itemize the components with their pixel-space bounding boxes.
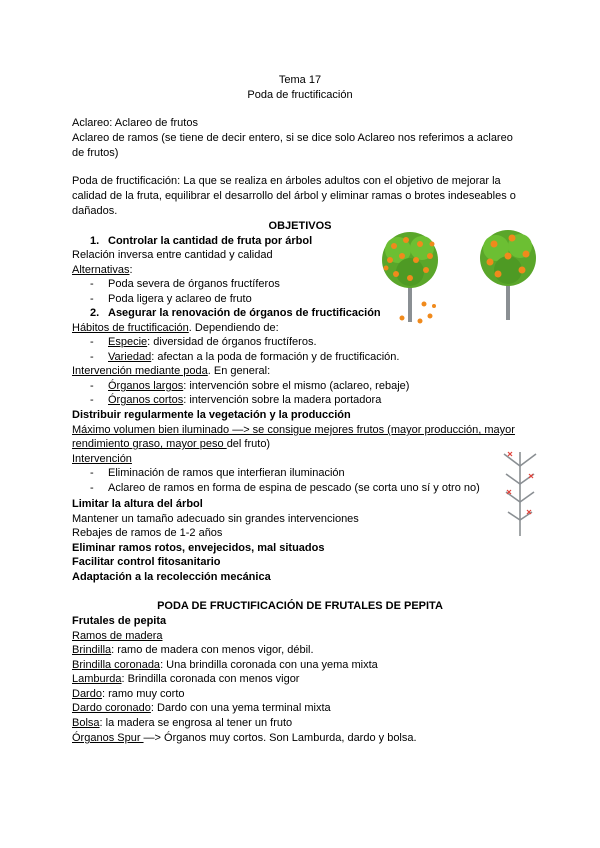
organos-cortos-rest: : intervención sobre la madera portadora	[183, 394, 382, 406]
bolsa-term: Bolsa	[72, 717, 100, 729]
mantener-line: Mantener un tamaño adecuado sin grandes intervenciones	[72, 513, 359, 525]
bolsa-def: : la madera se engrosa al tener un fruto	[99, 717, 293, 729]
organos-largos-rest: : intervención sobre el mismo (aclareo, rebaje)	[183, 380, 410, 392]
bullet-dash: -	[90, 278, 94, 290]
tema-number: Tema 17	[278, 74, 322, 86]
alternativas-label: Alternativas	[72, 264, 130, 276]
intervencion-2: Aclareo de ramos en forma de espina de pescado (se corta uno sí y otro no)	[108, 482, 480, 494]
organos-spur-term: Órganos Spur	[72, 732, 144, 744]
maximo-line-1: Máximo volumen bien iluminado —> se consigue mejores frutos (mayor producción, mayor	[72, 424, 515, 436]
maximo-line-2	[72, 437, 270, 451]
intervencion-label: Intervención	[72, 453, 132, 465]
brindilla-line	[72, 643, 314, 657]
brindilla-def: : ramo de madera con menos vigor, débil.	[111, 644, 314, 656]
definition-line-2: calidad de la fruta, equilibrar el desarrollo del árbol y eliminar ramas o brotes indeseables o	[72, 190, 516, 202]
habitos-line	[72, 321, 279, 335]
pepita-heading: PODA DE FRUCTIFICACIÓN DE FRUTALES DE PEPITA	[157, 600, 443, 612]
branch-diagram-icon	[504, 452, 536, 536]
objective-1: Controlar la cantidad de fruta por árbol	[108, 235, 313, 247]
variedad-line	[108, 350, 399, 364]
intervencion-poda-rest: . En general:	[207, 365, 271, 377]
maximo-line-2-rest: del fruto)	[226, 438, 271, 450]
adaptacion-heading: Adaptación a la recolección mecánica	[72, 571, 271, 583]
bullet-dash: -	[90, 467, 94, 479]
tree-unpruned-icon	[382, 232, 438, 324]
brindilla-coronada-term: Brindilla coronada	[72, 659, 161, 671]
definition-line-1: Poda de fructificación: La que se realiza en árboles adultos con el objetivo de mejorar la	[72, 175, 501, 187]
lamburda-line	[72, 672, 299, 686]
intervencion-poda-label: Intervención mediante poda	[72, 365, 208, 377]
bullet-dash: -	[90, 482, 94, 494]
especie-line	[108, 335, 317, 349]
variedad-label: Variedad	[108, 351, 152, 363]
fishbone-branch-illustration	[494, 448, 546, 538]
aclareo-line: Aclareo: Aclareo de frutos	[72, 117, 198, 129]
aclareo-ramos-line-1: Aclareo de ramos (se tiene de decir entero, si se dice solo Aclareo nos referimos a aclareo	[72, 132, 513, 144]
organos-cortos-label: Órganos cortos	[108, 394, 184, 406]
aclareo-ramos-line-2: de frutos)	[72, 147, 119, 159]
alternative-2: Poda ligera y aclareo de fruto	[108, 293, 252, 305]
bullet-dash: -	[90, 380, 94, 392]
variedad-rest: : afectan a la poda de formación y de fructificación.	[151, 351, 400, 363]
limitar-heading: Limitar la altura del árbol	[72, 498, 203, 510]
brindilla-coronada-line	[72, 658, 378, 672]
distribuir-heading: Distribuir regularmente la vegetación y la producción	[72, 409, 351, 421]
maximo-line-2-underlined: rendimiento graso, mayor peso	[72, 438, 227, 450]
habitos-rest: . Dependiendo de:	[188, 322, 279, 334]
bullet-dash: -	[90, 394, 94, 406]
brindilla-coronada-def: : Una brindilla coronada con una yema mixta	[160, 659, 378, 671]
dardo-coronado-line	[72, 701, 331, 715]
eliminar-heading: Eliminar ramos rotos, envejecidos, mal situados	[72, 542, 325, 554]
relacion-line: Relación inversa entre cantidad y calidad	[72, 249, 273, 261]
habitos-label: Hábitos de fructificación	[72, 322, 189, 334]
ramos-madera-label: Ramos de madera	[72, 630, 163, 642]
alternativas-line	[72, 263, 133, 277]
objetivos-heading: OBJETIVOS	[268, 220, 332, 232]
organos-cortos-line	[108, 393, 381, 407]
organos-largos-label: Órganos largos	[108, 380, 184, 392]
bullet-dash: -	[90, 351, 94, 363]
especie-label: Especie	[108, 336, 148, 348]
brindilla-term: Brindilla	[72, 644, 112, 656]
intervencion-poda-line	[72, 364, 270, 378]
facilitar-heading: Facilitar control fitosanitario	[72, 556, 221, 568]
especie-rest: : diversidad de órganos fructíferos.	[147, 336, 317, 348]
organos-spur-def: —> Órganos muy cortos. Son Lamburda, dardo y bolsa.	[143, 732, 417, 744]
lamburda-def: : Brindilla coronada con menos vigor	[121, 673, 300, 685]
alternative-1: Poda severa de órganos fructíferos	[108, 278, 280, 290]
bullet-dash: -	[90, 336, 94, 348]
bullet-dash: -	[90, 293, 94, 305]
bolsa-line	[72, 716, 292, 730]
dardo-line	[72, 687, 185, 701]
objective-2: Asegurar la renovación de órganos de fructificación	[108, 307, 381, 319]
objective-2-number: 2.	[90, 307, 100, 319]
page-title: Poda de fructificación	[247, 89, 353, 101]
intervencion-1: Eliminación de ramos que interfieran iluminación	[108, 467, 345, 479]
definition-line-3: dañados.	[72, 205, 118, 217]
dardo-def: : ramo muy corto	[101, 688, 185, 700]
dardo-coronado-def: : Dardo con una yema terminal mixta	[150, 702, 331, 714]
organos-largos-line	[108, 379, 409, 393]
organos-spur-line	[72, 731, 417, 745]
tree-pruned-icon	[480, 230, 536, 320]
pruning-trees-illustration	[372, 222, 542, 332]
dardo-coronado-term: Dardo coronado	[72, 702, 151, 714]
lamburda-term: Lamburda	[72, 673, 122, 685]
objective-1-number: 1.	[90, 235, 100, 247]
rebajes-line: Rebajes de ramos de 1-2 años	[72, 527, 223, 539]
alternativas-colon: :	[129, 264, 133, 276]
frutales-pepita-heading: Frutales de pepita	[72, 615, 167, 627]
dardo-term: Dardo	[72, 688, 102, 700]
